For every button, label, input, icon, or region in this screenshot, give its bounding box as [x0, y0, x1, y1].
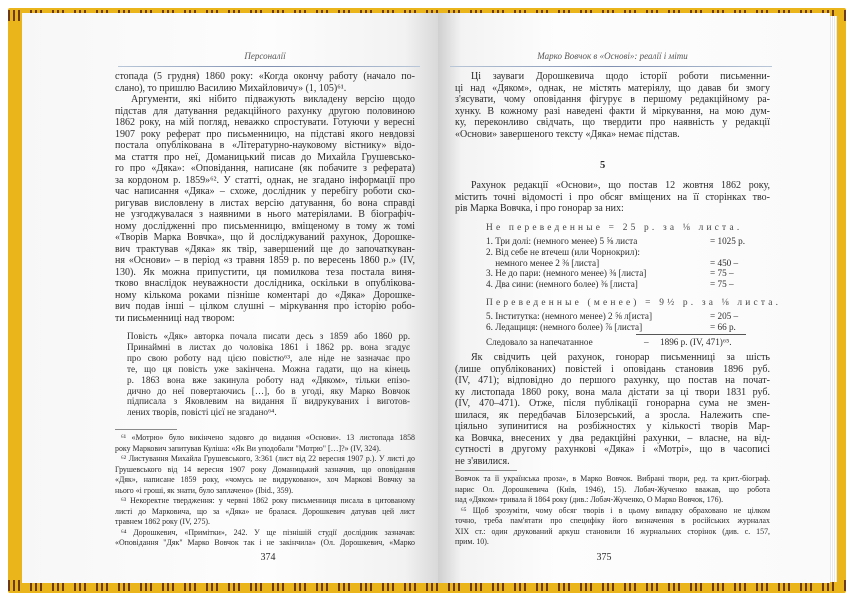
paragraph [455, 352, 770, 467]
text-line: ному дослідженні про письменницю, вміщеному в тому ж томі [115, 220, 415, 232]
text-line: постала опублікована в «Літературно-науковому вістнику» відо- [115, 140, 415, 151]
text-line: ку листопада 1860 року, вона мала дістати за ці твори 1831 руб. [455, 386, 770, 398]
text-line: шилася, як передбачав Білозерський, а зросла. Належить спе- [455, 409, 770, 421]
text-line: вич подав інші – цілком слушні – міркування про історію робо- [115, 301, 415, 312]
text-line: ⁶¹ «Мотрю» було викінчено задовго до видання «Основи». 13 листопада 1858 [121, 433, 415, 442]
text-line: рів Марка Вовчка, і про гонорар за них: [455, 203, 624, 214]
text-line: те, що ця повість уже закінчена. Можна гадати, що на кінець [127, 363, 410, 374]
text-line: хунку. В кожному разі наведені факти й міркування, на мою дум- [455, 105, 770, 117]
text-line: «Дяк», написане 1859 року, «чомусь не видруковано», хоч Маркові Вовчку за [115, 475, 415, 484]
account-row [486, 279, 770, 290]
paragraph [127, 331, 410, 418]
text-line: ⁶³ Некоректне твердження: у червні 1862 року письменниця писала в цитованому [121, 496, 415, 505]
account-row [486, 322, 770, 333]
text-line: р. 1863 вона вже закинула роботу над «Дяком», тільки епізо- [127, 374, 410, 385]
text-line: ⁶⁵ Щоб зрозуміти, чому обсяг творів і в цьому випадку обраховано не цілком [461, 505, 770, 515]
text-line: ку, переконливо свідчать, що твердити про наявність у редакції [455, 117, 770, 128]
account-row [486, 258, 770, 269]
text-line: Як свідчить цей рахунок, гонорар письменниці за шість [471, 352, 770, 363]
work-entry: 3. Не до пари: (немного менее) ⅜ [листа] [486, 268, 647, 279]
account-group-1 [486, 236, 770, 290]
total-value: 1896 р. (IV, 471)⁶⁵. [660, 336, 732, 347]
text-line: Повість «Дяк» авторка почала писати десь з 1859 або 1860 рр. [127, 331, 410, 341]
text-line: нього «і гроші, як знати, було заплачено» (Ibid., 359). [115, 485, 294, 495]
right-footnotes [455, 474, 770, 548]
text-line: ня «Основи» – в період «з травня 1859 р. по вересень 1860 р.» (IV, [115, 255, 415, 266]
text-line: (лише опублікованих) повістей і оповідань становив 1896 руб. [455, 363, 770, 375]
page-edges [830, 16, 837, 582]
fee-amount: = 205 – [710, 310, 739, 321]
work-entry: 4. Два сини: (немного более) ⅜ [листа] [486, 279, 638, 290]
total-rule [636, 334, 746, 335]
text-line: го про «Дяка»: «Оповідання, написане (як побачите з реферата) [115, 163, 415, 174]
right-body-top [455, 71, 770, 140]
account-row [486, 311, 770, 322]
account-group-2 [486, 311, 770, 333]
text-line: ти письменниці над твором: [115, 312, 235, 324]
text-line: ригував висловлену в листах версію датування, бо вона справді [115, 197, 415, 209]
text-line: ка Вовчка, внесених у два редакційні рахунки, – власне, на від- [455, 432, 770, 444]
text-line: Аргументи, які нібито підважують викладену версію щодо [131, 94, 415, 105]
text-line: ⁶⁴ Дорошкевич, «Примітки», 242. У ще пізнішій студії дослідник зазначав: [121, 527, 415, 537]
text-line: вич трактував «Дяка» як твір, завершений ще до започаткуван- [115, 243, 415, 255]
text-line: містить точні відомості і про обсяг вміщених на її сторінках тво- [455, 191, 770, 203]
text-line: слано), то пришлю Василию Михайловичу» (1, 105)⁶¹. [115, 82, 347, 94]
text-line: над «Дяком» тривала й 1864 року (див.: Лобач-Жученко, О Марко Вовчок, 176). [455, 495, 724, 504]
paragraph [455, 474, 770, 506]
text-line: про свою роботу над цією повістю⁶³, але ніде не зазначає про [127, 352, 410, 363]
text-line: нарис Ол. Дорошкевича (Київ, 1946), 15). Лобач-Жученко вважав, що робота [455, 484, 770, 494]
right-body-bottom [455, 352, 770, 467]
text-line: Вовчок та її українська проза», в Марко Вовчок. Вибрані твори, ред. та крит.-біограф. [455, 474, 770, 483]
running-head-left: Персоналії [244, 51, 286, 61]
text-line: (IV, 470–471). Отже, після публікації гонорарна сума не змен- [455, 398, 770, 409]
fee-amount: = 66 р. [710, 321, 736, 332]
work-entry: 5. Інститутка: (немного менее) 2 ⅝ л[иста] [486, 310, 653, 321]
text-line: за кордоном р. 1859»⁶². У статті, однак, не згадано інформації про [115, 174, 415, 186]
total-dash: – [644, 336, 649, 347]
work-entry: 1. Три долі: (немного менее) 5 ⅝ листа [486, 236, 638, 246]
fee-amount: = 1025 р. [710, 236, 746, 246]
running-head-right: Марко Вовчок в «Основі»: реалії і міти [537, 51, 688, 61]
block-quote [127, 331, 410, 418]
editorial-account-table [486, 221, 782, 348]
total-label: Следовало за напечатанное [486, 336, 593, 347]
work-entry: 2. Від себе не втечеш (или Чорнокрил): [486, 246, 640, 257]
text-line: не узгоджувалася з наявними в нього матеріялами. В біографіч- [115, 209, 415, 220]
footnote-rule-right [455, 470, 517, 471]
text-line: підстав для датування редакційного рахунку другою половиною [115, 105, 415, 117]
text-line: дично до неї повертаючись […], бо в угоді, яку Марко Вовчок [127, 385, 410, 396]
text-line: 1862 року, на мій погляд, неважко спростувати. Готуючи у вересні [115, 117, 415, 128]
text-line: час написання «Дяка» – схоже, дослідник у перебігу роботи ско- [115, 186, 415, 197]
text-line: тково внаслідок неуважности дослідника, оскільки в опублікова- [115, 278, 415, 289]
paragraph [115, 71, 415, 94]
left-footnotes [115, 433, 415, 549]
text-line: ма стаття про неї, Доманицький писав до Михайла Грушевсько- [115, 151, 415, 163]
paragraph [455, 71, 770, 140]
left-body-text [115, 71, 415, 324]
paragraph [115, 528, 415, 549]
account-row [486, 236, 770, 247]
paragraph [115, 454, 415, 496]
text-line: ⁶² Листування Михайла Грушевського, 3:361 (лист від 22 вересня 1907 р.). У листі до [121, 454, 415, 463]
text-line: листі до Марковича, що за «Дяка» не бралася. Дорошкевич датував цей лист [115, 506, 415, 516]
account-group-heading: Переведенные (менее) = 9½ р. за ⅛ листа. [486, 297, 782, 308]
work-entry: немного менее 2 ⅜ [листа] [486, 257, 600, 268]
text-line: року Маркович запитував Куліша: «Як Ви уподобали "Мотрю" […]?» (IV, 324). [115, 443, 381, 453]
paragraph [115, 94, 415, 324]
text-line: ці над «Дяком», однак, не містять матеріялу, що давав би змогу [455, 82, 770, 94]
page-number-right: 375 [596, 552, 612, 563]
text-line: ному кількома роками пізніше коментарі до «Дяка» Дорошке- [115, 289, 415, 301]
text-line: з'ясувати, чому оповідання фігурує в першому редакційному ра- [455, 94, 770, 105]
paragraph [115, 433, 415, 454]
fee-amount: = 75 – [710, 279, 734, 290]
text-line: не з'явилися. [455, 455, 510, 467]
header-rule-right [450, 66, 772, 67]
text-line: XIX ст.: один друкований аркуш становили 16 журнальних сторінок (див. с. 157, [455, 526, 770, 536]
text-line: лених творів, повісті цієї не згадано⁶⁴. [127, 407, 277, 418]
text-line: сутності в другому рахункові «Дяка» і «Мотрі», що в часописі [455, 444, 770, 455]
account-row [486, 247, 770, 258]
header-rule-left [118, 66, 420, 67]
paragraph [455, 506, 770, 548]
text-line: «Творів Марка Вовчка», що й досліджуваний рахунок, Дорошке- [115, 232, 415, 243]
section-number: 5 [600, 160, 606, 171]
text-line: стопада (5 грудня) 1860 року: «Когда окончу работу (начало по- [115, 71, 415, 82]
text-line: «Основи» завершеного тексту «Дяка» немає підстав. [455, 128, 680, 140]
text-line: 1907 року реферат про письменницю, на підставі якого невдовзі [115, 128, 415, 140]
text-line: ціяльно зупинитися на розбіжностях у кількості творів Мар- [455, 421, 770, 432]
account-total-row [486, 337, 770, 348]
text-line: 130). Як можна припустити, ця помилкова теза постала виня- [115, 266, 415, 278]
text-line: «Оповідання "Дяк" Марко Вовчок так і не закінчила» (Ол. Дорошкевич, «Марко [115, 538, 415, 547]
account-group-heading: Не переведенные = 25 р. за ⅛ листа. [486, 223, 743, 233]
right-body-mid [455, 180, 770, 215]
footnote-rule-left [115, 429, 177, 430]
page-number-left: 374 [260, 552, 276, 563]
text-line: Грушевського від 14 вересня 1907 року Доманицький зазначив, що оповідання [115, 464, 415, 474]
text-line: Ці зауваги Дорошкевича щодо історії роботи письменни- [471, 71, 770, 82]
text-line: прим. 10). [455, 537, 489, 546]
text-line: точно, треба пам'ятати про специфіку його визначення в російських журналах [455, 516, 770, 525]
fee-amount: = 450 – [710, 257, 739, 268]
fee-amount: = 75 – [710, 268, 734, 279]
text-line: Принаймні в листах до чоловіка 1861 і 1862 рр. вона згадує [127, 341, 410, 352]
text-line: підписала з Яковлевим на видання її видрукуваних і виготов- [127, 396, 410, 407]
text-line: травнем 1862 року (IV, 275). [115, 517, 211, 526]
text-line: (IV, 471); відповідно до першого рахунку, що постав на почат- [455, 375, 770, 386]
paragraph [455, 180, 770, 215]
account-row [486, 268, 770, 279]
text-line: Рахунок редакції «Основи», що постав 12 жовтня 1862 року, [471, 180, 770, 191]
paragraph [115, 496, 415, 528]
work-entry: 6. Ледащиця: (немного более) ⅞ [листа] [486, 321, 643, 332]
